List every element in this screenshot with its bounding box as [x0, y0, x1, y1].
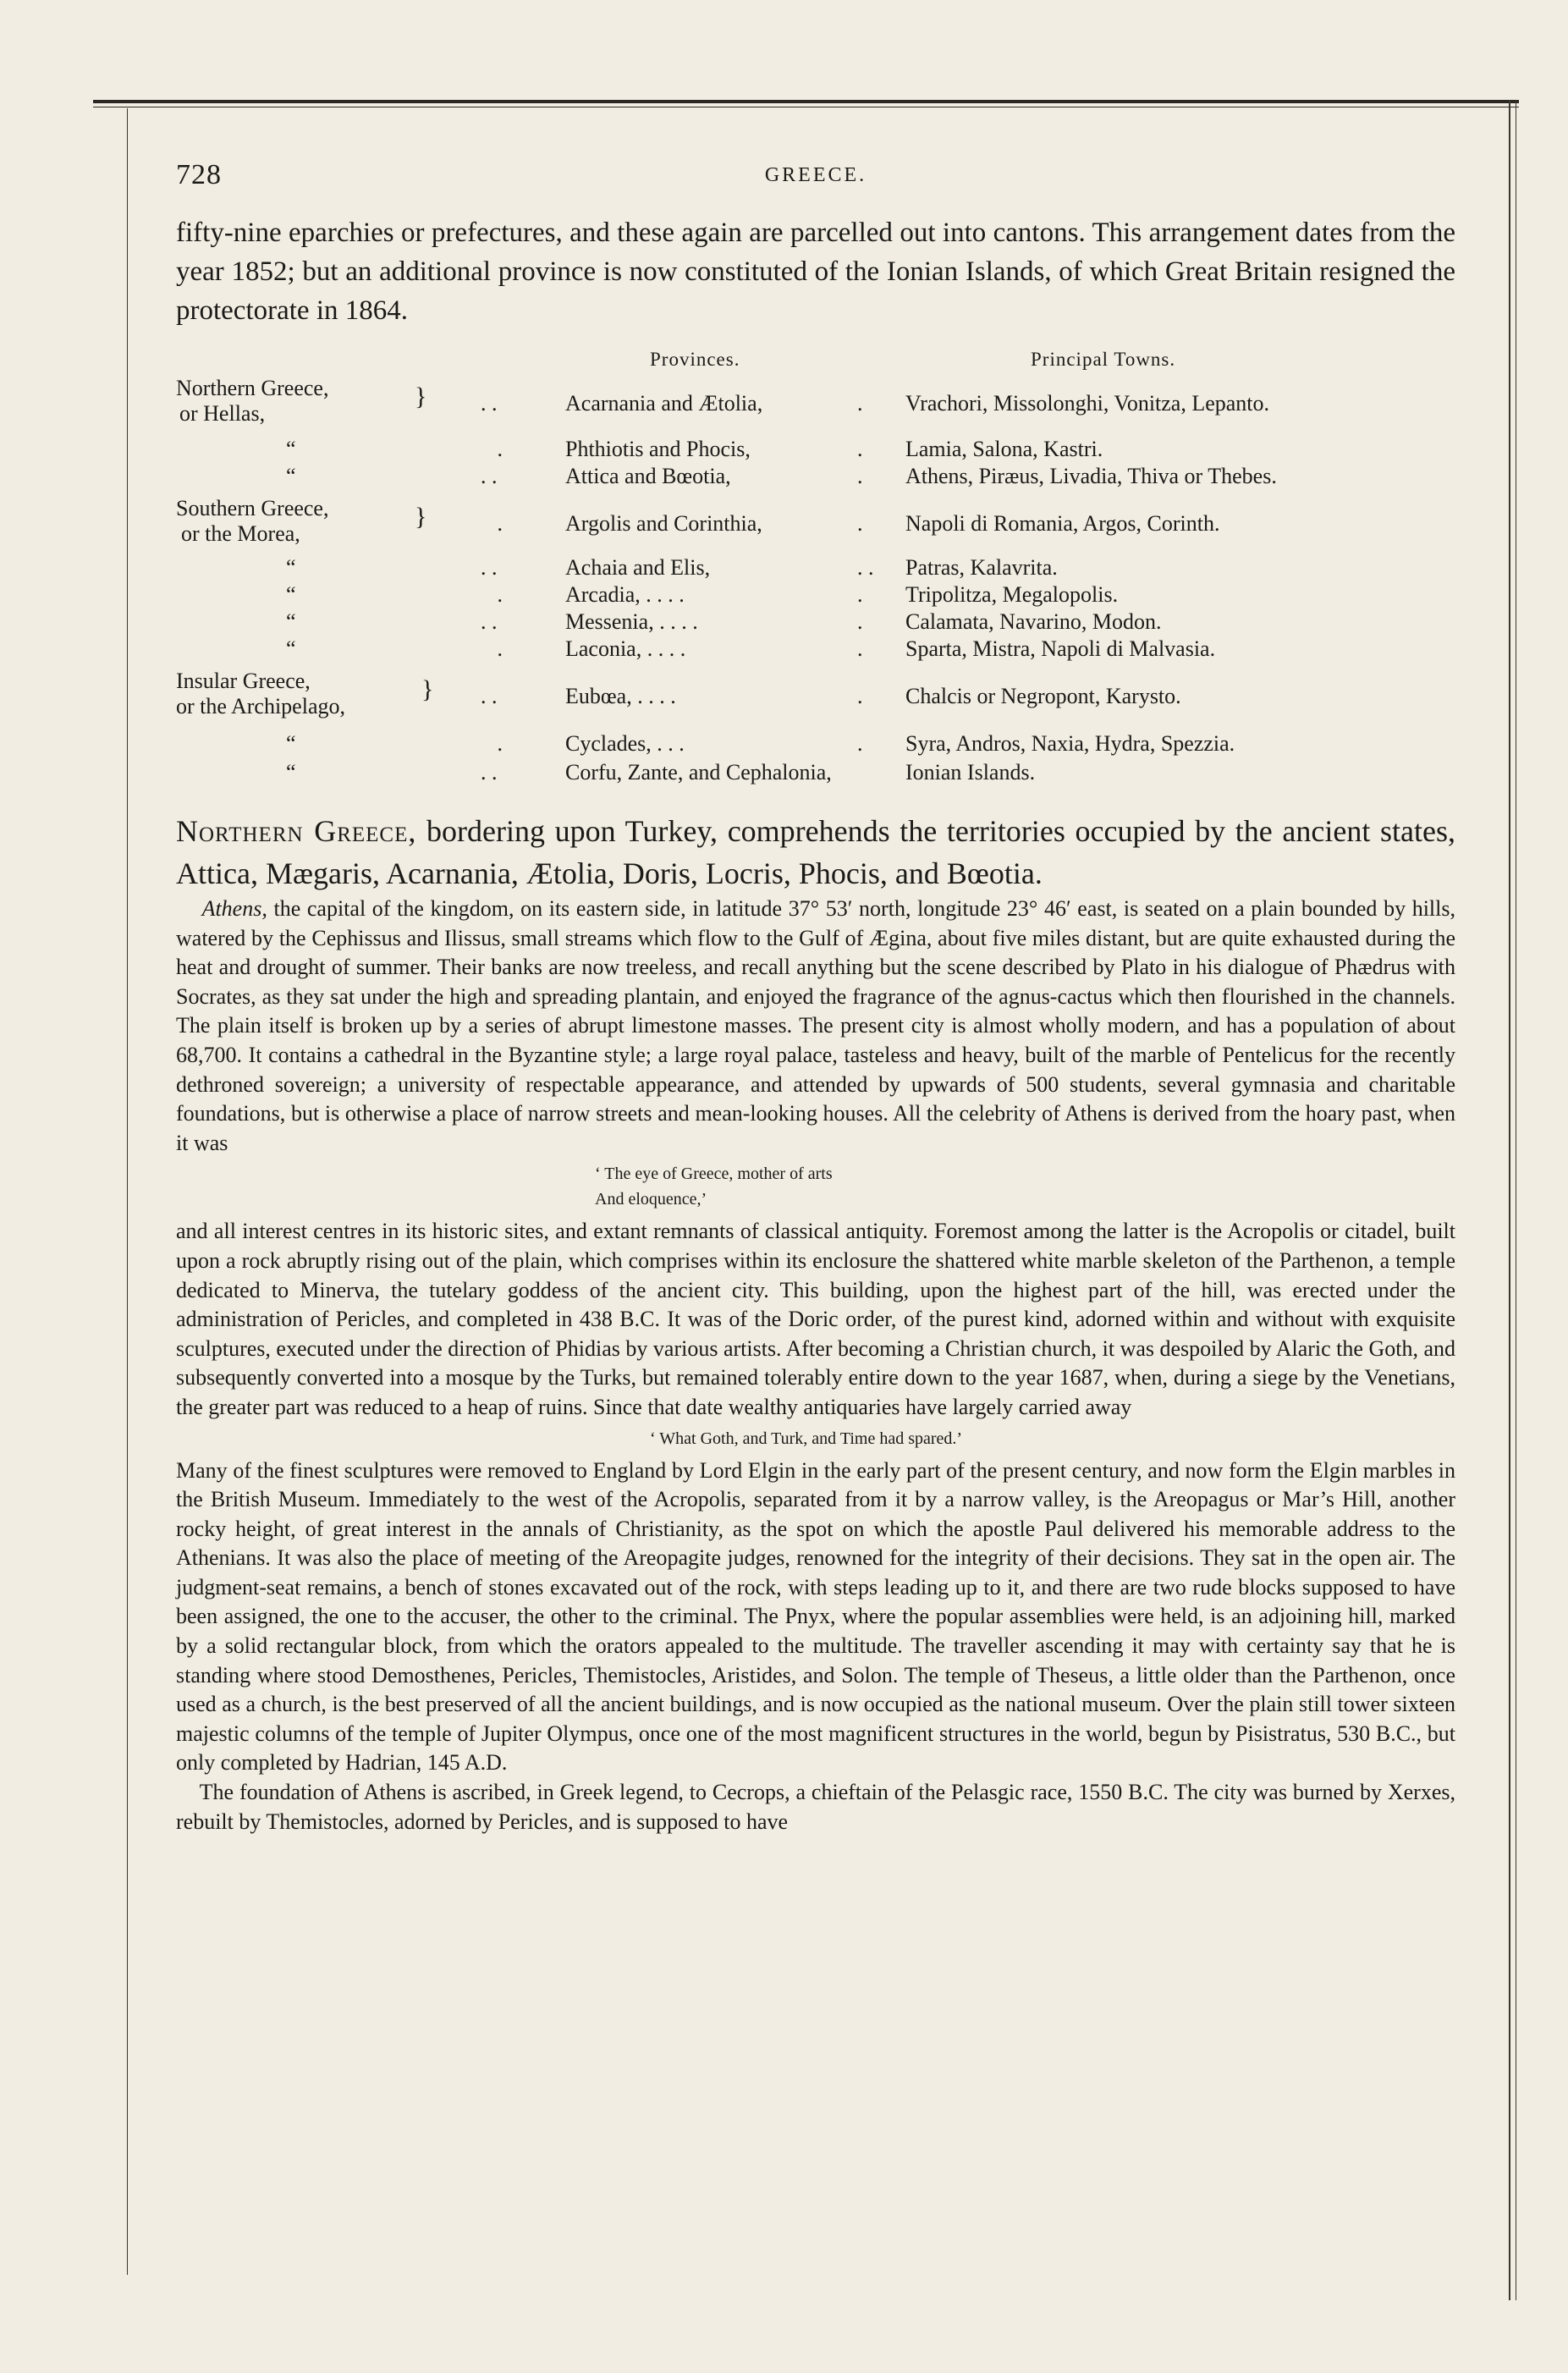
table-row: “ . . Achaia and Elis, . . Patras, Kalavrita. [286, 555, 1058, 580]
town-cell: Vrachori, Missolonghi, Vonitza, Lepanto. [905, 391, 1270, 416]
table-row: “ . Laconia, . . . . . Sparta, Mistra, Napoli di Malvasia. [286, 636, 1216, 661]
province-cell: Argolis and Corinthia, [565, 511, 762, 536]
town-cell: Syra, Andros, Naxia, Hydra, Spezzia. [905, 731, 1235, 756]
paragraph-acropolis: and all interest centres in its historic sites, and extant remnants of classical antiquity. Foremost among the latter is the Acropolis or citadel, built upon a rock abruptly rising out of the plain, which comprises within its enclosure the shattered white marble skeleton of the Parthenon, a temple dedicated to Minerva, the tutelary goddess of the ancient city. This building, upon the highest part of the hill, was erected under the administration of Pericles, and completed in 438 B.C. It was of the Doric order, of the purest kind, adorned within and without with exquisite sculptures, executed under the direction of Phidias by various artists. After becoming a Christian church, it was despoiled by Alaric the Goth, and subsequently converted into a mosque by the Turks, but remained tolerably entire down to the year 1687, when, during a siege by the Venetians, the greater part was reduced to a heap of ruins. Since that date wealthy antiquaries have largely carried away [176, 1219, 1455, 1419]
ditto-mark: “ [286, 760, 296, 785]
provinces-column-header: Provinces. [650, 349, 740, 370]
paragraph-foundation: The foundation of Athens is ascribed, in Greek legend, to Cecrops, a chieftain of the Pelasgic race, 1550 B.C. The city was burned by Xerxes, rebuilt by Themistocles, adorned by Pericles, and is supposed to have [176, 1780, 1456, 1834]
section-lead-text: bordering upon Turkey, comprehends the territories occupied by the ancient states, Attica, Mægaris, Acarnania, Ætolia, Doris, Locris, Phocis, and Bœotia. [176, 814, 1456, 890]
province-cell: Corfu, Zante, and Cephalonia, [565, 760, 832, 785]
region-label: Insular Greece, or the Archipelago, [176, 669, 345, 719]
ditto-mark: “ [286, 437, 296, 461]
page-number: 728 [176, 159, 222, 190]
running-title: GREECE. [764, 164, 867, 186]
table-row: Northern Greece, or Hellas, } . . Acarnania and Ætolia, . Vrachori, Missolonghi, Vonitza, Lepanto. [176, 376, 1270, 426]
ditto-mark: “ [286, 464, 296, 488]
province-cell: Arcadia, . . . . [565, 582, 685, 607]
section-lead-caps: Northern Greece, [176, 814, 417, 848]
page [176, 152, 1455, 1836]
table-row: Insular Greece, or the Archipelago, } . . Eubœa, . . . . . Chalcis or Negropont, Karysto. [176, 669, 1181, 719]
body-text [176, 895, 1455, 1836]
page-header [176, 152, 1455, 195]
town-cell: Calamata, Navarino, Modon. [905, 609, 1162, 634]
paragraph-athens: Athens, the capital of the kingdom, on its eastern side, in latitude 37° 53′ north, longitude 23° 46′ east, is seated on a plain bounded by hills, watered by the Cephissus and Ilissus, small streams which flow to the Gulf of Ægina, about five miles distant, but are quite exhausted during the heat and drought of summer. Their banks are now treeless, and recall anything but the scene described by Plato in his dialogue of Phædrus with Socrates, as they sat under the high and spreading plantain, and enjoyed the fragrance of the agnus-cactus which then flourished in the channels. The plain itself is broken up by a series of abrupt limestone masses. The present city is almost wholly modern, and has a population of about 68,700. It contains a cathedral in the Byzantine style; a large royal palace, tasteless and heavy, built of the marble of Pentelicus for the recently dethroned sovereign; a university of respectable appearance, and attended by upwards of 500 students, several gymnasia and charitable foundations, but is otherwise a place of narrow streets and mean-looking houses. All the celebrity of Athens is derived from the hoary past, when it was [176, 896, 1455, 1155]
province-cell: Eubœa, . . . . [565, 684, 676, 708]
intro-paragraph: fifty-nine eparchies or prefectures, and these again are parcelled out into cantons. This arrangement dates from the year 1852; but an additional province is now constituted of the Ionian Islands, of which Great Britain resigned the protectorate in 1864. [176, 217, 1455, 326]
province-cell: Attica and Bœotia, [565, 464, 731, 488]
table-row: “ . . Attica and Bœotia, . Athens, Piræus, Livadia, Thiva or Thebes. [286, 464, 1277, 488]
brace-icon: } [415, 383, 427, 410]
province-cell: Achaia and Elis, [565, 555, 711, 580]
region-label: Southern Greece, or the Morea, [176, 496, 329, 546]
ditto-mark: “ [286, 555, 296, 580]
ditto-mark: “ [286, 731, 296, 756]
ditto-mark: “ [286, 609, 296, 634]
town-cell: Patras, Kalavrita. [905, 555, 1058, 580]
town-cell: Ionian Islands. [905, 760, 1036, 785]
quote-goth: ‘ What Goth, and Turk, and Time had spared.’ [650, 1429, 963, 1448]
region-label: Northern Greece, or Hellas, [176, 376, 329, 426]
town-cell: Athens, Piræus, Livadia, Thiva or Thebes. [905, 464, 1277, 488]
brace-icon: } [421, 675, 434, 703]
table-row: “ . Arcadia, . . . . . Tripolitza, Megalopolis. [286, 582, 1119, 607]
ditto-mark: “ [286, 636, 296, 661]
town-cell: Chalcis or Negropont, Karysto. [905, 684, 1181, 708]
table-row: “ . . Messenia, . . . . . Calamata, Navarino, Modon. [286, 609, 1162, 634]
right-border-rule [1509, 100, 1510, 2300]
ditto-mark: “ [286, 582, 296, 607]
top-border-rule [93, 100, 1519, 103]
province-cell: Cyclades, . . . [565, 731, 685, 756]
town-cell: Napoli di Romania, Argos, Corinth. [905, 511, 1220, 536]
province-cell: Laconia, . . . . [565, 636, 686, 661]
town-cell: Sparta, Mistra, Napoli di Malvasia. [905, 636, 1216, 661]
paragraph-elgin: Many of the finest sculptures were removed to England by Lord Elgin in the early part of the present century, and now form the Elgin marbles in the British Museum. Immediately to the west of the Acropolis, separated from it by a narrow valley, is the Areopagus or Mar’s Hill, another rocky height, of great interest in the annals of Christianity, as the spot on which the apostle Paul delivered his memorable address to the Athenians. It was also the place of meeting of the Areopagite judges, renowned for the integrity of their decisions. They sat in the open air. The judgment-seat remains, a bench of stones excavated out of the rock, with steps leading up to it, and there are two rude blocks supposed to have been assigned, the one to the accuser, the other to the criminal. The Pnyx, where the popular assemblies were held, is an adjoining hill, marked by a solid rectangular block, from which the orators appealed to the multitude. The traveller ascending it may with certainty say that he is standing where stood Demosthenes, Pericles, Themistocles, Aristides, and Solon. The temple of Theseus, a little older than the Parthenon, once used as a church, is the best preserved of all the ancient buildings, and is now occupied as the national museum. Over the plain still tower sixteen majestic columns of the temple of Jupiter Olympus, once one of the most magnificent structures in the world, begun by Pisistratus, 530 B.C., but only completed by Hadrian, 145 A.D. [176, 1457, 1455, 1776]
province-cell: Messenia, . . . . [565, 609, 698, 634]
brace-icon: } [415, 503, 427, 531]
town-cell: Lamia, Salona, Kastri. [905, 437, 1103, 461]
province-cell: Phthiotis and Phocis, [565, 437, 751, 461]
towns-column-header: Principal Towns. [1031, 349, 1176, 370]
table-row: “ . Cyclades, . . . . Syra, Andros, Naxia, Hydra, Spezzia. [286, 731, 1235, 756]
provinces-table [176, 349, 1455, 810]
left-border-rule [127, 108, 128, 2275]
athens-heading: Athens, [201, 896, 267, 921]
section-lead [176, 810, 1455, 895]
table-row: Southern Greece, or the Morea, } . Argolis and Corinthia, . Napoli di Romania, Argos, Corinth. [176, 496, 1220, 546]
province-cell: Acarnania and Ætolia, [565, 391, 763, 416]
table-row: “ . Phthiotis and Phocis, . Lamia, Salona, Kastri. [286, 437, 1103, 461]
town-cell: Tripolitza, Megalopolis. [905, 582, 1119, 607]
quote-byron: ‘ The eye of Greece, mother of arts And eloquence,’ [595, 1164, 833, 1209]
table-row: “ . . Corfu, Zante, and Cephalonia, Ionian Islands. [286, 760, 1036, 785]
